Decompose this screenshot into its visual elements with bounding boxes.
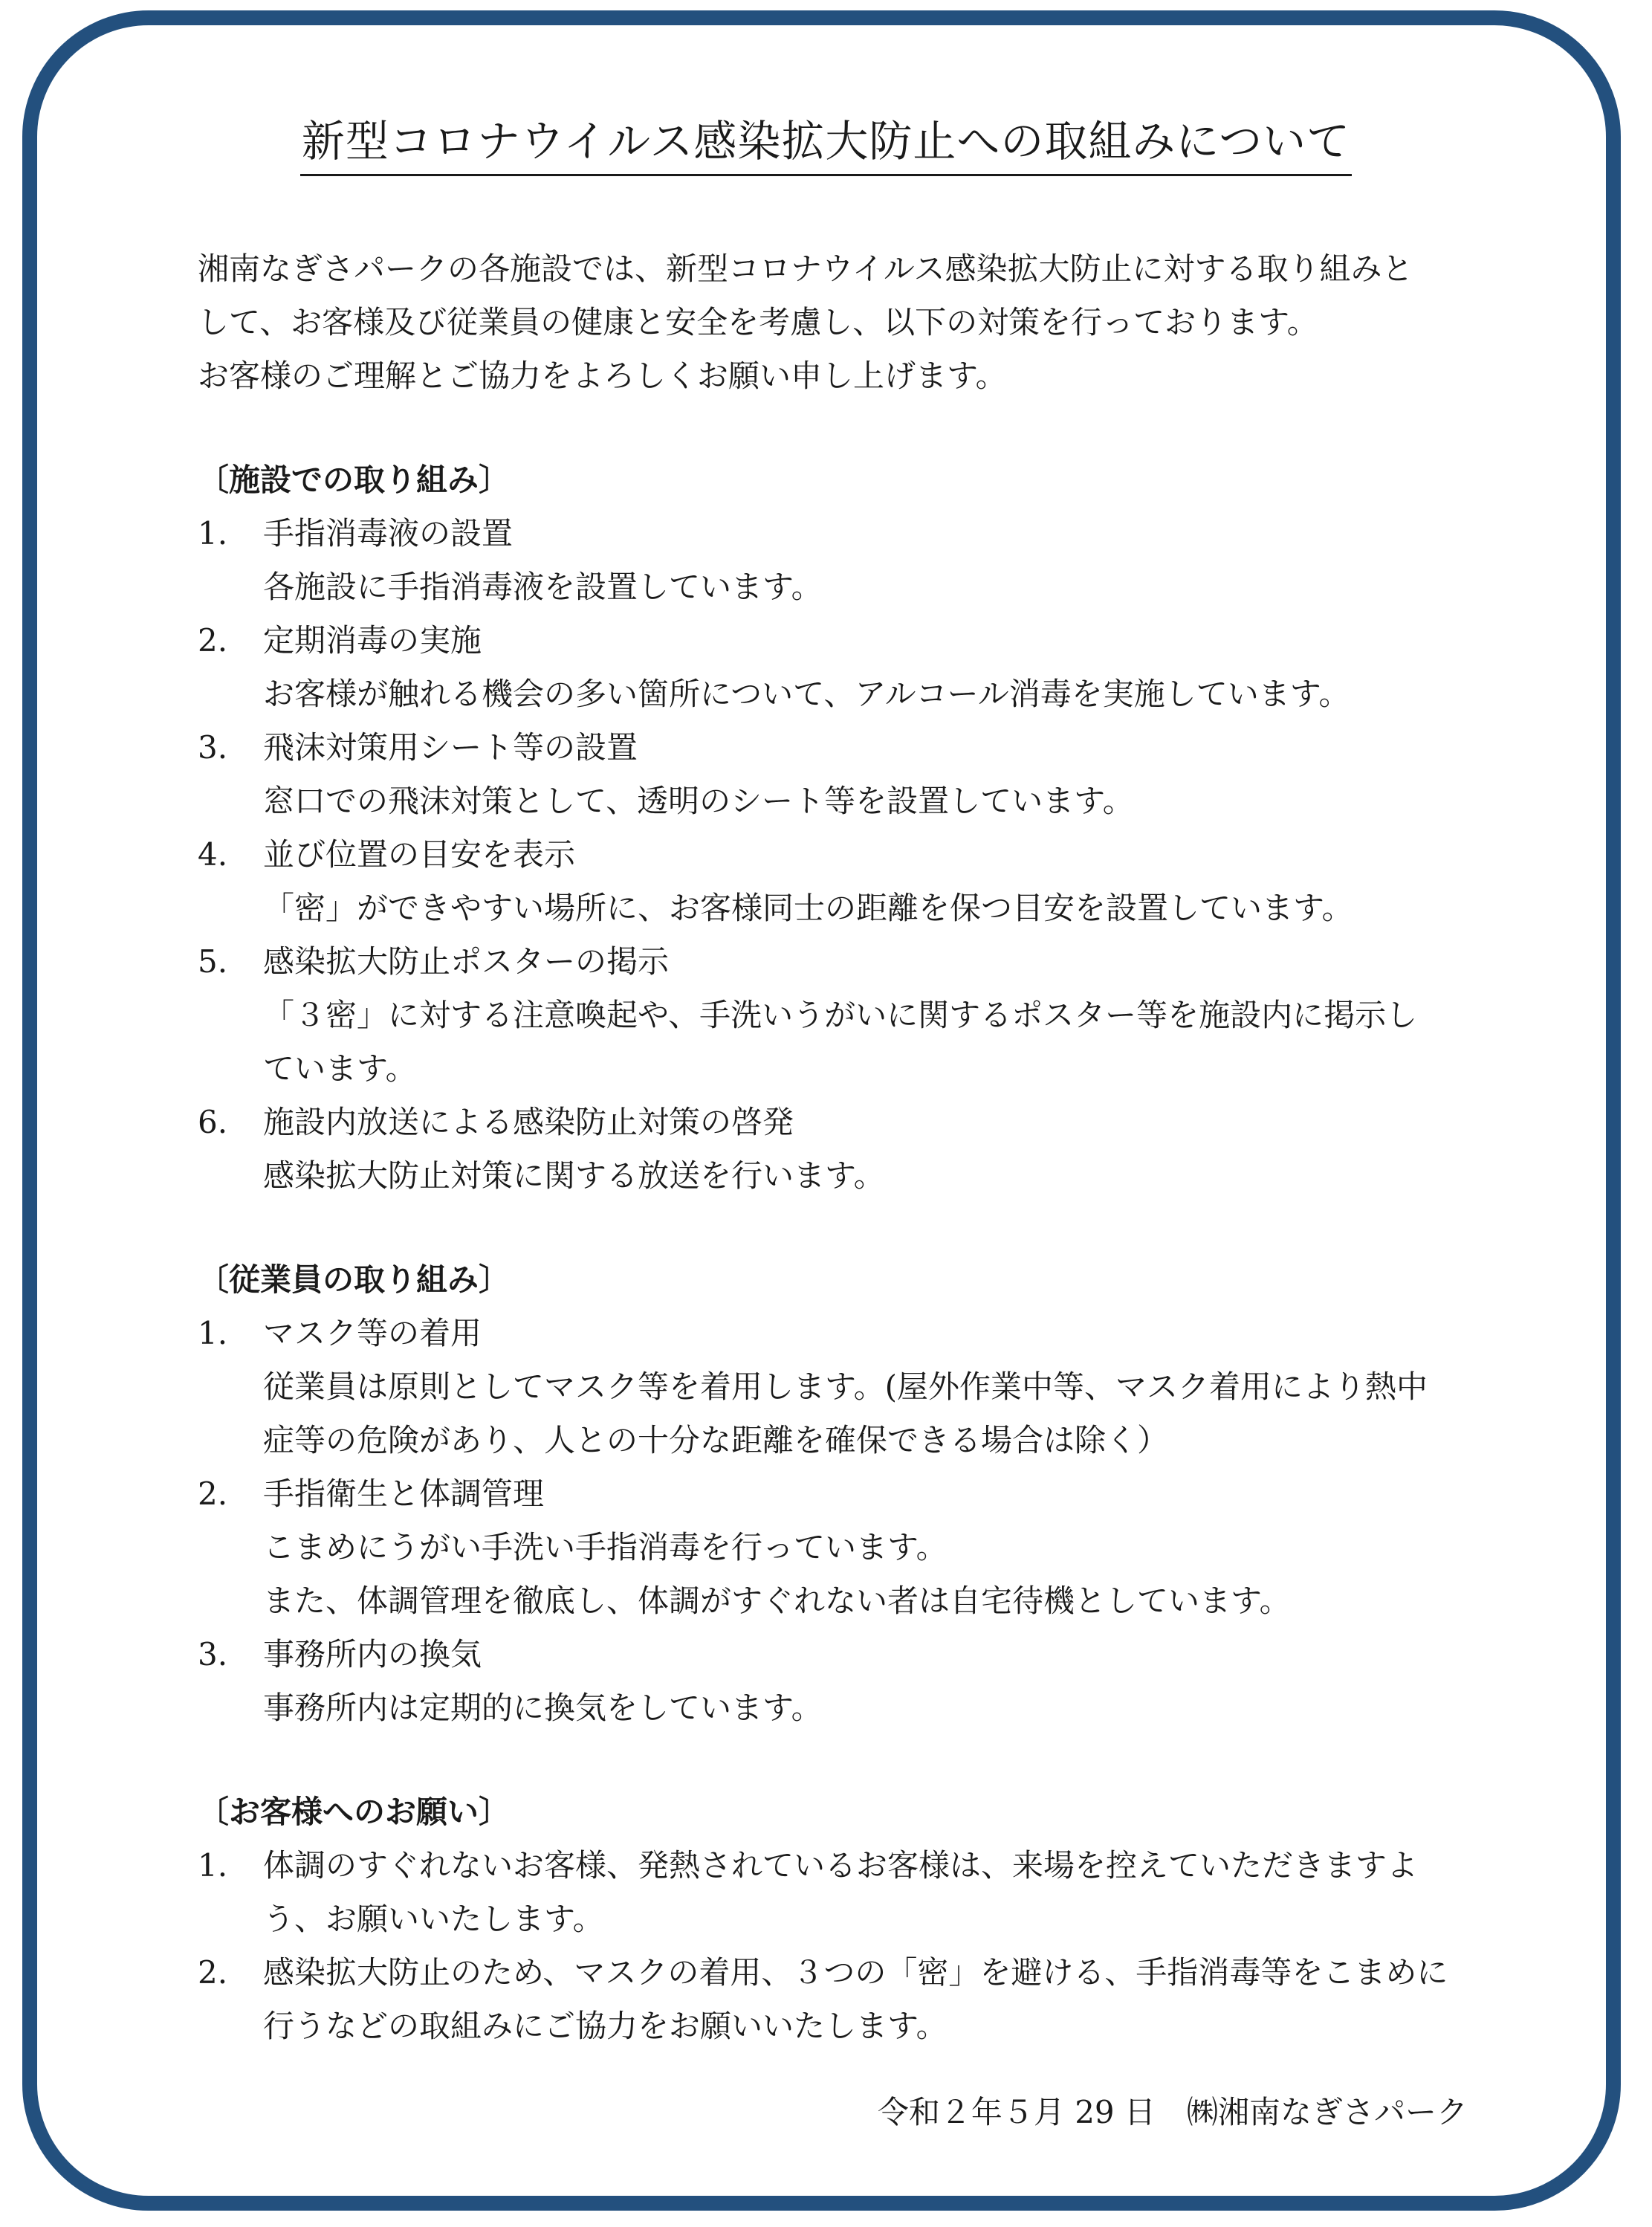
list-item — [198, 721, 1476, 828]
item-description: う、お願いいたします。 — [263, 1901, 604, 1937]
item-number: 3. — [198, 1636, 228, 1672]
item-title: 手指衛生と体調管理 — [263, 1475, 545, 1512]
list-item — [198, 1946, 1476, 2053]
item-number: 5. — [198, 943, 228, 980]
item-title: 施設内放送による感染防止対策の啓発 — [263, 1104, 794, 1140]
item-title: 感染拡大防止のため、マスクの着用、３つの「密」を避ける、手指消毒等をこまめに — [263, 1954, 1448, 1991]
intro-line: お客様のご理解とご協力をよろしくお願い申し上げます。 — [198, 358, 1007, 394]
document-body — [198, 242, 1476, 2053]
item-description: 事務所内は定期的に換気をしています。 — [263, 1690, 823, 1726]
item-number: 1. — [198, 1847, 228, 1884]
item-number: 1. — [198, 1315, 228, 1351]
item-description: また、体調管理を徹底し、体調がすぐれない者は自宅待機としています。 — [263, 1583, 1291, 1619]
item-description: こまめにうがい手洗い手指消毒を行っています。 — [263, 1529, 948, 1565]
item-description: 行うなどの取組みにご協力をお願いいたします。 — [263, 2008, 948, 2044]
section-heading: 〔従業員の取り組み〕 — [198, 1261, 511, 1298]
item-description: 窓口での飛沫対策として、透明のシート等を設置しています。 — [263, 783, 1134, 819]
item-title: 飛沫対策用シート等の設置 — [263, 729, 638, 766]
item-number: 2. — [198, 1475, 228, 1512]
title-text: 新型コロナウイルス感染拡大防止への取組みについて — [300, 111, 1352, 176]
list-item — [198, 1628, 1476, 1735]
list-item — [198, 828, 1476, 935]
section-staff — [198, 1253, 1476, 1735]
item-description: 従業員は原則としてマスク等を着用します。(屋外作業中等、マスク着用により熱中 — [263, 1368, 1428, 1405]
item-description: 「３密」に対する注意喚起や、手洗いうがいに関するポスター等を施設内に掲示し — [263, 997, 1418, 1033]
item-title: 手指消毒液の設置 — [263, 515, 514, 552]
item-number: 4. — [198, 836, 228, 873]
section-customer-requests — [198, 1785, 1476, 2053]
item-description: 各施設に手指消毒液を設置しています。 — [263, 569, 823, 605]
item-number: 6. — [198, 1104, 228, 1140]
intro-line: 湘南なぎさパークの各施設では、新型コロナウイルス感染拡大防止に対する取り組みと — [198, 251, 1413, 287]
spacer — [198, 1735, 1476, 1785]
item-title: 体調のすぐれないお客様、発熱されているお客様は、来場を控えていただきますよ — [263, 1847, 1419, 1884]
item-title: 定期消毒の実施 — [263, 622, 482, 659]
spacer — [198, 403, 1476, 453]
list-item — [198, 1307, 1476, 1467]
date-and-issuer: 令和２年５月 29 日 ㈱湘南なぎさパーク — [877, 2094, 1468, 2130]
spacer — [198, 1203, 1476, 1253]
item-description: ています。 — [263, 1050, 417, 1087]
list-item — [198, 935, 1476, 1096]
item-title: 感染拡大防止ポスターの掲示 — [263, 943, 670, 980]
intro-paragraph — [198, 242, 1476, 403]
page-title — [0, 111, 1652, 176]
list-item — [198, 614, 1476, 721]
list-item — [198, 1839, 1476, 1946]
item-title: 事務所内の換気 — [263, 1636, 482, 1672]
list-item — [198, 1467, 1476, 1628]
list-item — [198, 507, 1476, 614]
list-item — [198, 1096, 1476, 1203]
item-description: 感染拡大防止対策に関する放送を行います。 — [263, 1157, 885, 1194]
section-facility — [198, 453, 1476, 1203]
item-title: マスク等の着用 — [263, 1315, 482, 1351]
item-description: 症等の危険があり、人との十分な距離を確保できる場合は除く） — [263, 1422, 1169, 1458]
item-description: お客様が触れる機会の多い箇所について、アルコール消毒を実施しています。 — [263, 676, 1350, 712]
item-description: 「密」ができやすい場所に、お客様同士の距離を保つ目安を設置しています。 — [263, 890, 1353, 926]
section-heading: 〔お客様へのお願い〕 — [198, 1794, 511, 1830]
item-title: 並び位置の目安を表示 — [263, 836, 576, 873]
section-heading: 〔施設での取り組み〕 — [198, 462, 511, 498]
item-number: 3. — [198, 729, 228, 766]
item-number: 1. — [198, 515, 228, 552]
item-number: 2. — [198, 1954, 228, 1991]
intro-line: して、お客様及び従業員の健康と安全を考慮し、以下の対策を行っております。 — [198, 304, 1318, 340]
item-number: 2. — [198, 622, 228, 659]
